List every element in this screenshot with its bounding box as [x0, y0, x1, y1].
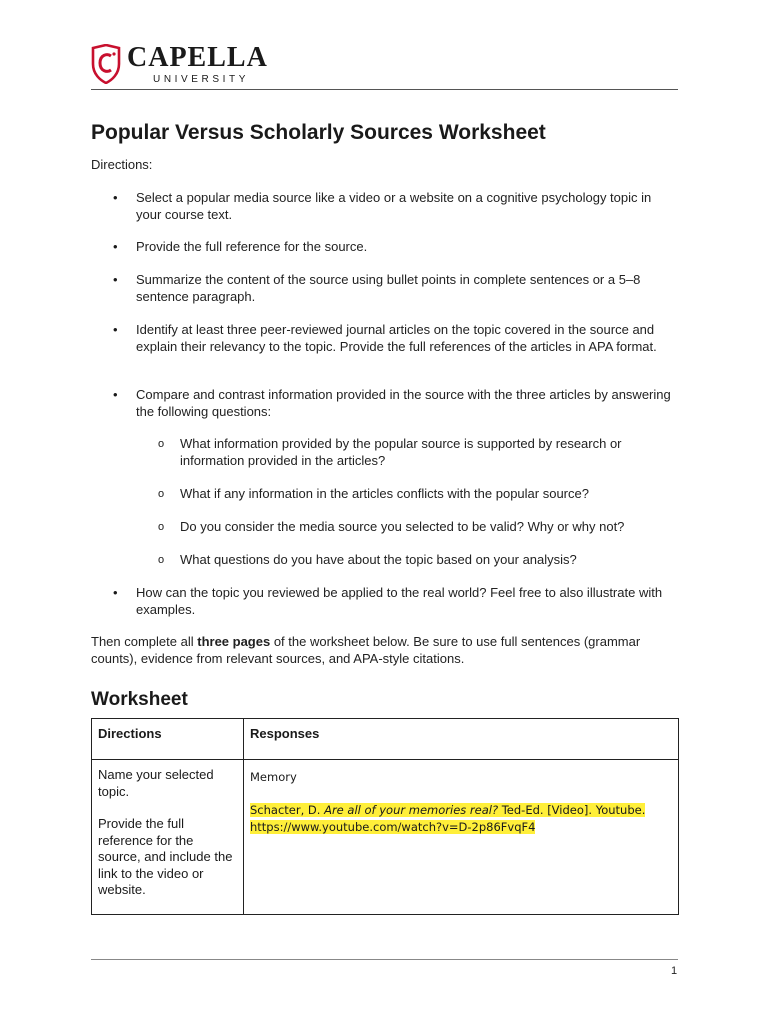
table-row: [92, 760, 679, 915]
header-directions: Directions: [92, 719, 244, 760]
capella-shield-icon: [91, 44, 121, 84]
closing-text-end: of the worksheet below. Be sure to use full sentences (grammar counts), evidence from relevant sources, and APA-style citations.: [91, 634, 641, 666]
bullet-6: How can the topic you reviewed be applied to the real world? Feel free to also illustrate with examples.: [136, 585, 663, 617]
direction-reference: Provide the full reference for the source, and include the link to the video or website.: [98, 816, 233, 897]
bullet-3: Summarize the content of the source using bullet points in complete sentences or a 5–8 sentence paragraph.: [136, 272, 641, 304]
sub-bullet-2: What if any information in the articles conflicts with the popular source?: [180, 486, 589, 501]
sub-bullet-4: What questions do you have about the topic based on your analysis?: [180, 552, 577, 567]
header-rule: [91, 89, 678, 90]
bullet-1: Select a popular media source like a video or a website on a cognitive psychology topic in your course text.: [136, 190, 652, 222]
directions-cell: [92, 760, 244, 915]
sub-bullet-3: Do you consider the media source you selected to be valid? Why or why not?: [180, 519, 625, 534]
bullet-marker: •: [113, 190, 118, 205]
response-cell[interactable]: [244, 760, 679, 915]
bullet-marker: •: [113, 322, 118, 337]
reference-title: Are all of your memories real?: [324, 802, 499, 817]
worksheet-table: [91, 718, 679, 915]
reference-source: Ted-Ed. [Video]. Youtube.: [498, 802, 646, 817]
footer-rule: [91, 959, 678, 960]
reference-url-link[interactable]: https://www.youtube.com/watch?v=D-2p86FvqF4: [250, 819, 536, 834]
bullet-marker: •: [113, 387, 118, 402]
bullet-5: Compare and contrast information provided in the source with the three articles by answering the following questions:: [136, 387, 671, 419]
bullet-2: Provide the full reference for the source.: [136, 239, 368, 254]
closing-paragraph: [91, 634, 681, 667]
table-header-row: [92, 719, 679, 760]
page-number: 1: [671, 965, 678, 977]
reference-author: Schacter, D.: [250, 802, 325, 817]
header-responses: Responses: [244, 719, 679, 760]
sub-bullet-1: What information provided by the popular source is supported by research or information provided in the articles?: [180, 436, 622, 468]
directions-label: Directions:: [91, 157, 153, 172]
sub-bullet-marker: o: [158, 438, 165, 450]
sub-bullet-marker: o: [158, 521, 165, 533]
logo-subtitle: UNIVERSITY: [153, 74, 250, 85]
closing-emphasis: three pages: [197, 634, 271, 649]
direction-topic: Name your selected topic.: [98, 767, 214, 799]
bullet-marker: •: [113, 585, 118, 600]
worksheet-heading: Worksheet: [91, 689, 188, 710]
sub-bullet-marker: o: [158, 488, 165, 500]
logo-wordmark: CAPELLA: [127, 42, 268, 73]
closing-text-start: Then complete all: [91, 634, 198, 649]
bullet-marker: •: [113, 239, 118, 254]
sub-bullet-marker: o: [158, 554, 165, 566]
reference-response: [250, 802, 672, 836]
bullet-marker: •: [113, 272, 118, 287]
bullet-4: Identify at least three peer-reviewed journal articles on the topic covered in the source and explain their relevancy to the topic. Provide the full references of the articles in APA format.: [136, 322, 657, 354]
topic-response: Memory: [250, 770, 297, 784]
document-title: Popular Versus Scholarly Sources Worksheet: [91, 121, 546, 144]
